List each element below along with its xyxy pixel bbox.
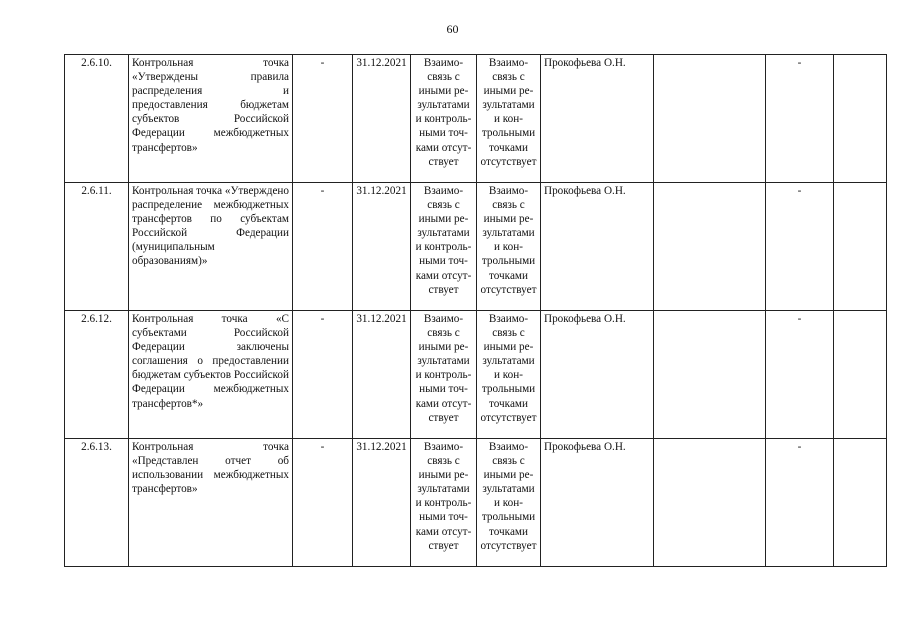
relation-prev-cell: Взаимо- связь с иными ре- зультатами и контроль- ными точ- ками отсут- ствует [411, 311, 477, 439]
start-date-cell: - [293, 439, 353, 567]
document-cell [654, 183, 766, 311]
mark-cell: - [766, 55, 834, 183]
page-number: 60 [446, 22, 459, 36]
mark-cell: - [766, 311, 834, 439]
start-date-cell: - [293, 311, 353, 439]
relation-next-cell: Взаимо- связь с иными ре- зультатами и кон- трольными точками отсутствует [477, 311, 541, 439]
table-body [65, 55, 887, 567]
mark-cell: - [766, 439, 834, 567]
responsible-cell: Прокофьева О.Н. [541, 311, 654, 439]
row-number: 2.6.11. [65, 183, 129, 311]
document-cell [654, 311, 766, 439]
relation-next-cell: Взаимо- связь с иными ре- зультатами и кон- трольными точками отсутствует [477, 439, 541, 567]
control-point-name: Контрольная точка «Утверждены правила распределения и предоставления бюджетам субъектов Российской Федерации межбюджетных трансфертов» [129, 55, 293, 183]
extra-cell [834, 55, 887, 183]
end-date-cell: 31.12.2021 [353, 55, 411, 183]
table-row [65, 183, 887, 311]
relation-next-cell: Взаимо- связь с иными ре- зультатами и кон- трольными точками отсутствует [477, 55, 541, 183]
control-point-name: Контрольная точка «С субъектами Российской Федерации заключены соглашения о предоставлении бюджетам субъектов Российской Федерации межбюджетных трансфертов*» [129, 311, 293, 439]
responsible-cell: Прокофьева О.Н. [541, 55, 654, 183]
end-date-cell: 31.12.2021 [353, 183, 411, 311]
table-row [65, 311, 887, 439]
row-number: 2.6.13. [65, 439, 129, 567]
extra-cell [834, 439, 887, 567]
mark-cell: - [766, 183, 834, 311]
document-cell [654, 55, 766, 183]
relation-next-cell: Взаимо- связь с иными ре- зультатами и кон- трольными точками отсутствует [477, 183, 541, 311]
start-date-cell: - [293, 55, 353, 183]
table-row [65, 439, 887, 567]
row-number: 2.6.12. [65, 311, 129, 439]
row-number: 2.6.10. [65, 55, 129, 183]
control-point-name: Контрольная точка «Представлен отчет об использовании межбюджетных трансфертов» [129, 439, 293, 567]
end-date-cell: 31.12.2021 [353, 439, 411, 567]
extra-cell [834, 183, 887, 311]
document-cell [654, 439, 766, 567]
end-date-cell: 31.12.2021 [353, 311, 411, 439]
responsible-cell: Прокофьева О.Н. [541, 183, 654, 311]
relation-prev-cell: Взаимо- связь с иными ре- зультатами и контроль- ными точ- ками отсут- ствует [411, 55, 477, 183]
relation-prev-cell: Взаимо- связь с иными ре- зультатами и контроль- ными точ- ками отсут- ствует [411, 439, 477, 567]
relation-prev-cell: Взаимо- связь с иными ре- зультатами и контроль- ными точ- ками отсут- ствует [411, 183, 477, 311]
start-date-cell: - [293, 183, 353, 311]
responsible-cell: Прокофьева О.Н. [541, 439, 654, 567]
extra-cell [834, 311, 887, 439]
table-row [65, 55, 887, 183]
control-point-name: Контрольная точка «Утверждено распределение межбюджетных трансфертов по субъектам Российской Федерации (муниципальным образованиям)» [129, 183, 293, 311]
control-points-table [64, 54, 887, 567]
